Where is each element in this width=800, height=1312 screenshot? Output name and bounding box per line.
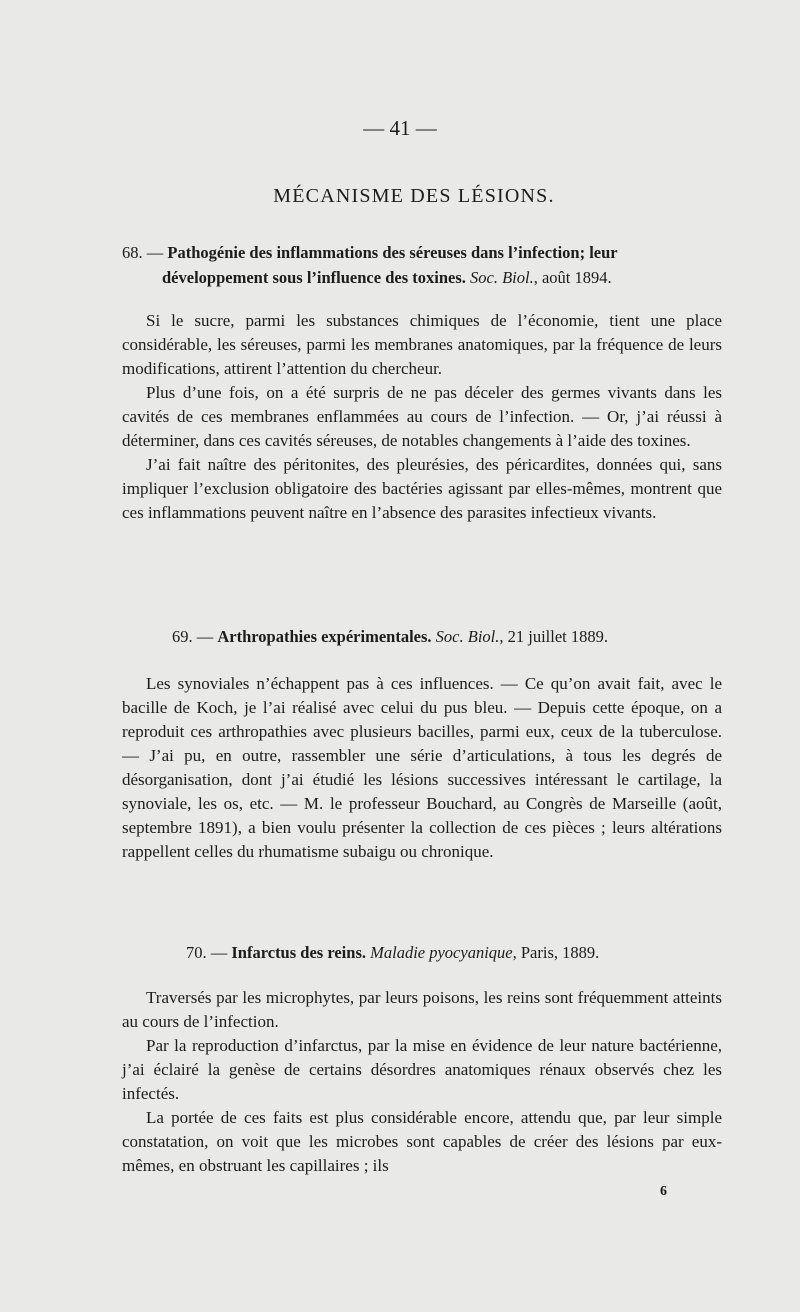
entry-68-heading-line1 xyxy=(122,243,618,263)
entry-68-body xyxy=(122,309,722,525)
signature-mark: 6 xyxy=(660,1184,667,1199)
entry-heading-continued: développement sous l’influence des toxines. xyxy=(162,268,466,287)
entry-heading: Arthropathies expérimentales. xyxy=(217,627,432,646)
entry-68-heading-line2 xyxy=(162,268,612,288)
paragraph: J’ai fait naître des péritonites, des pleurésies, des péricardites, données qui, sans impliquer l’exclusion obligatoire des bactéries agissant par elles-mêmes, montrent que ces inflammations peuvent naître en l’absence des parasites infectieux vivants. xyxy=(122,455,722,522)
entry-number: 70. — xyxy=(186,943,228,962)
paragraph: Par la reproduction d’infarctus, par la mise en évidence de leur nature bactérienne, j’ai éclairé la genèse de certains désordres anatomiques rénaux observés chez les infectés. xyxy=(122,1036,722,1103)
paragraph: Les synoviales n’échappent pas à ces influences. — Ce qu’on avait fait, avec le bacille de Koch, je l’ai réalisé avec celui du pus bleu. — Depuis cette époque, on a reproduit ces arthropathies avec plusieurs bacilles, parmi eux, ceux de la tuberculose. — J’ai pu, en outre, rassembler une série d’articulations, à tous les degrés de désorganisation, dont j’ai étudié les lésions successives intéressant le cartilage, la synoviale, les os, etc. — M. le professeur Bouchard, au Congrès de Marseille (août, septembre 1891), a bien voulu présenter la collection de ces pièces ; leurs altérations rappellent celles du rhumatisme subaigu ou chronique. xyxy=(122,674,722,861)
paragraph: Si le sucre, parmi les substances chimiques de l’économie, tient une place considérable, les séreuses, parmi les membranes anatomiques, par la fréquence de leurs modifications, attirent l’attention du chercheur. xyxy=(122,311,722,378)
entry-69-heading xyxy=(172,627,608,647)
entry-date: , 21 juillet 1889. xyxy=(499,627,608,646)
entry-source: Maladie pyocyanique xyxy=(370,943,513,962)
section-title: MÉCANISME DES LÉSIONS. xyxy=(273,185,555,207)
entry-source: Soc. Biol. xyxy=(435,627,500,646)
paragraph: La portée de ces faits est plus considérable encore, attendu que, par leur simple constatation, on voit que les microbes sont capables de créer des lésions par eux-mêmes, en obstruant les capillaires ; ils xyxy=(122,1108,722,1175)
entry-source: Soc. Biol. xyxy=(470,268,534,287)
entry-heading: Infarctus des reins. xyxy=(231,943,366,962)
entry-70-body xyxy=(122,986,722,1178)
paragraph: Traversés par les microphytes, par leurs poisons, les reins sont fréquemment atteints au cours de l’infection. xyxy=(122,988,722,1031)
entry-heading: Pathogénie des inflammations des séreuses dans l’infection; leur xyxy=(167,243,618,262)
entry-number: 68. — xyxy=(122,243,164,262)
paragraph: Plus d’une fois, on a été surpris de ne pas déceler des germes vivants dans les cavités de ces membranes enflammées au cours de l’infection. — Or, j’ai réussi à déterminer, dans ces cavités séreuses, de notables changements à l’aide des toxines. xyxy=(122,383,722,450)
entry-date: , août 1894. xyxy=(533,268,612,287)
entry-date: , Paris, 1889. xyxy=(512,943,600,962)
entry-70-heading xyxy=(186,943,599,963)
entry-69-body xyxy=(122,672,722,864)
page-number: — 41 — xyxy=(363,116,437,140)
entry-number: 69. — xyxy=(172,627,214,646)
